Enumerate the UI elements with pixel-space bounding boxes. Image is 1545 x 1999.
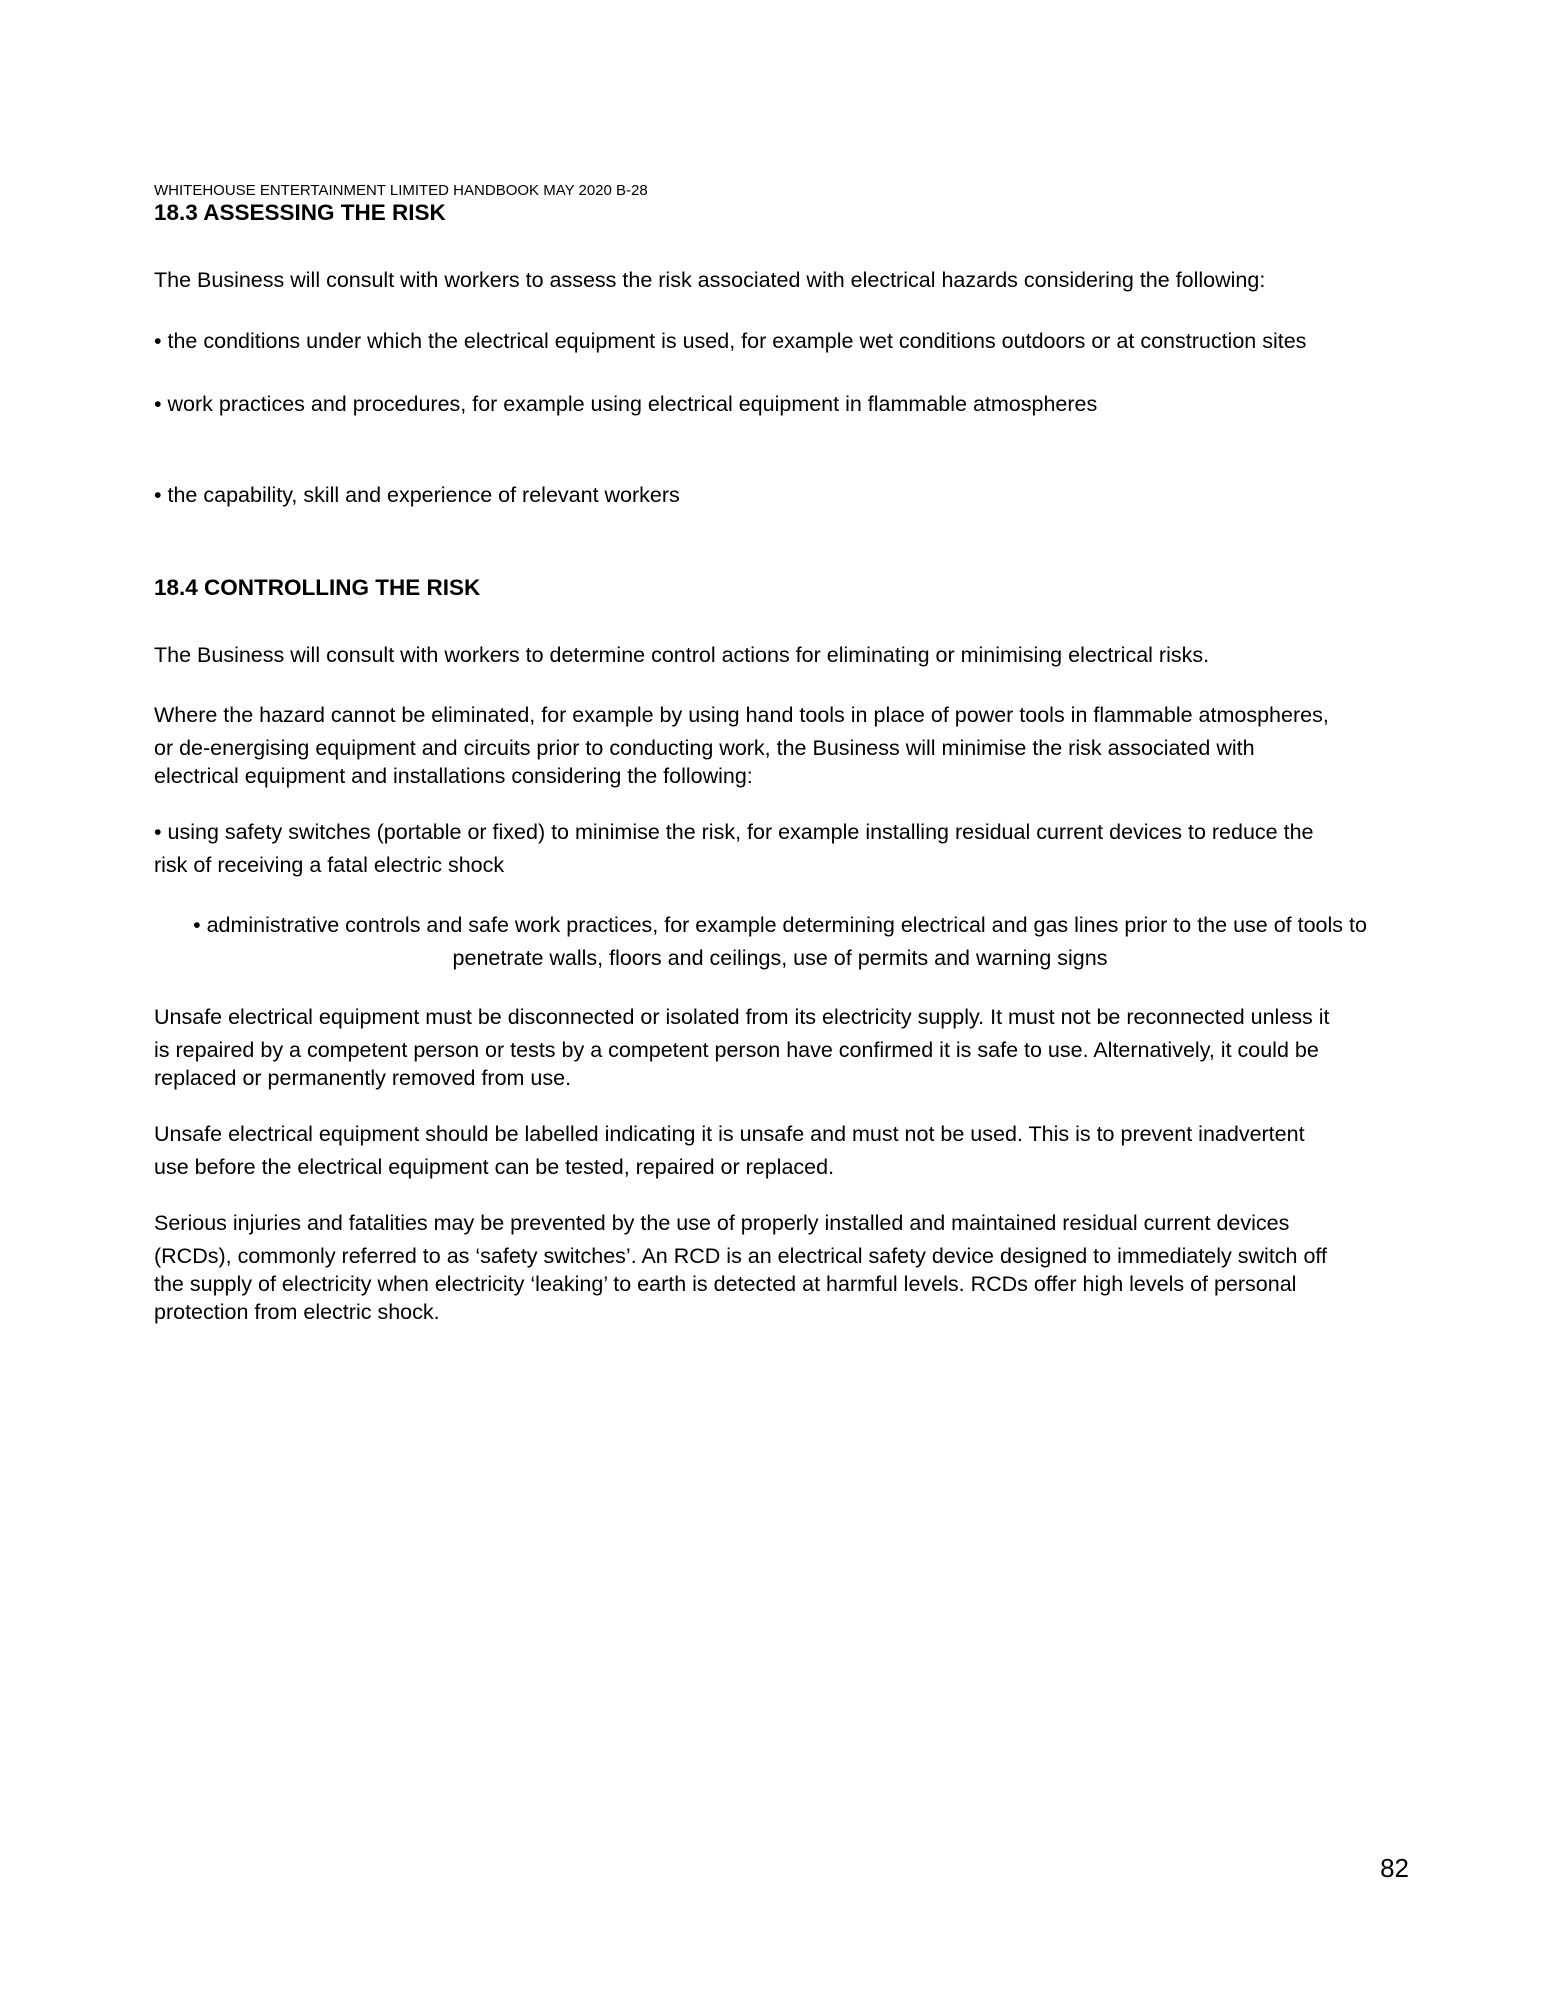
section-18-3-intro: The Business will consult with workers to assess the risk associated with electrical hazards considering the following: [154,268,1266,292]
rcd-para-line-3: the supply of electricity when electricity ‘leaking’ to earth is detected at harmful levels. RCDs offer high levels of personal [154,1272,1297,1296]
unsafe-disconnect-line-1: Unsafe electrical equipment must be disconnected or isolated from its electricity supply. It must not be reconnected unless it [154,1005,1330,1029]
section-heading-18-3: 18.3 ASSESSING THE RISK [154,200,446,225]
running-header: WHITEHOUSE ENTERTAINMENT LIMITED HANDBOOK MAY 2020 B-28 [154,182,648,199]
rcd-para-line-2: (RCDs), commonly referred to as ‘safety switches’. An RCD is an electrical safety device designed to immediately switch off [154,1244,1327,1268]
bullet-safety-switches-line-1: • using safety switches (portable or fixed) to minimise the risk, for example installing residual current devices to reduce the [154,820,1314,844]
bullet-admin-line-2: penetrate walls, floors and ceilings, use of permits and warning signs [452,946,1108,970]
page-number: 82 [1380,1853,1409,1883]
unsafe-label-line-1: Unsafe electrical equipment should be labelled indicating it is unsafe and must not be used. This is to prevent inadvertent [154,1122,1305,1146]
bullet-admin-line-1: • administrative controls and safe work practices, for example determining electrical and gas lines prior to the use of tools to [193,913,1367,937]
unsafe-label-line-2: use before the electrical equipment can be tested, repaired or replaced. [154,1155,835,1179]
bullet-work-practices: • work practices and procedures, for example using electrical equipment in flammable atmospheres [154,392,1098,416]
rcd-para-line-4: protection from electric shock. [154,1300,440,1324]
bullet-safety-switches-line-2: risk of receiving a fatal electric shock [154,853,505,877]
hazard-para-line-1: Where the hazard cannot be eliminated, for example by using hand tools in place of power tools in flammable atmospheres, [154,703,1329,727]
unsafe-disconnect-line-2: is repaired by a competent person or tests by a competent person have confirmed it is safe to use. Alternatively, it could be [154,1038,1319,1062]
bullet-conditions: • the conditions under which the electrical equipment is used, for example wet conditions outdoors or at construction sites [154,329,1307,353]
bullet-capability: • the capability, skill and experience of relevant workers [154,483,680,507]
hazard-para-line-3: electrical equipment and installations considering the following: [154,764,753,788]
section-heading-18-4: 18.4 CONTROLLING THE RISK [154,575,481,600]
section-18-4-intro: The Business will consult with workers to determine control actions for eliminating or minimising electrical risks. [154,643,1210,667]
rcd-para-line-1: Serious injuries and fatalities may be prevented by the use of properly installed and maintained residual current devices [154,1211,1290,1235]
hazard-para-line-2: or de-energising equipment and circuits prior to conducting work, the Business will minimise the risk associated with [154,736,1255,760]
unsafe-disconnect-line-3: replaced or permanently removed from use. [154,1066,572,1090]
